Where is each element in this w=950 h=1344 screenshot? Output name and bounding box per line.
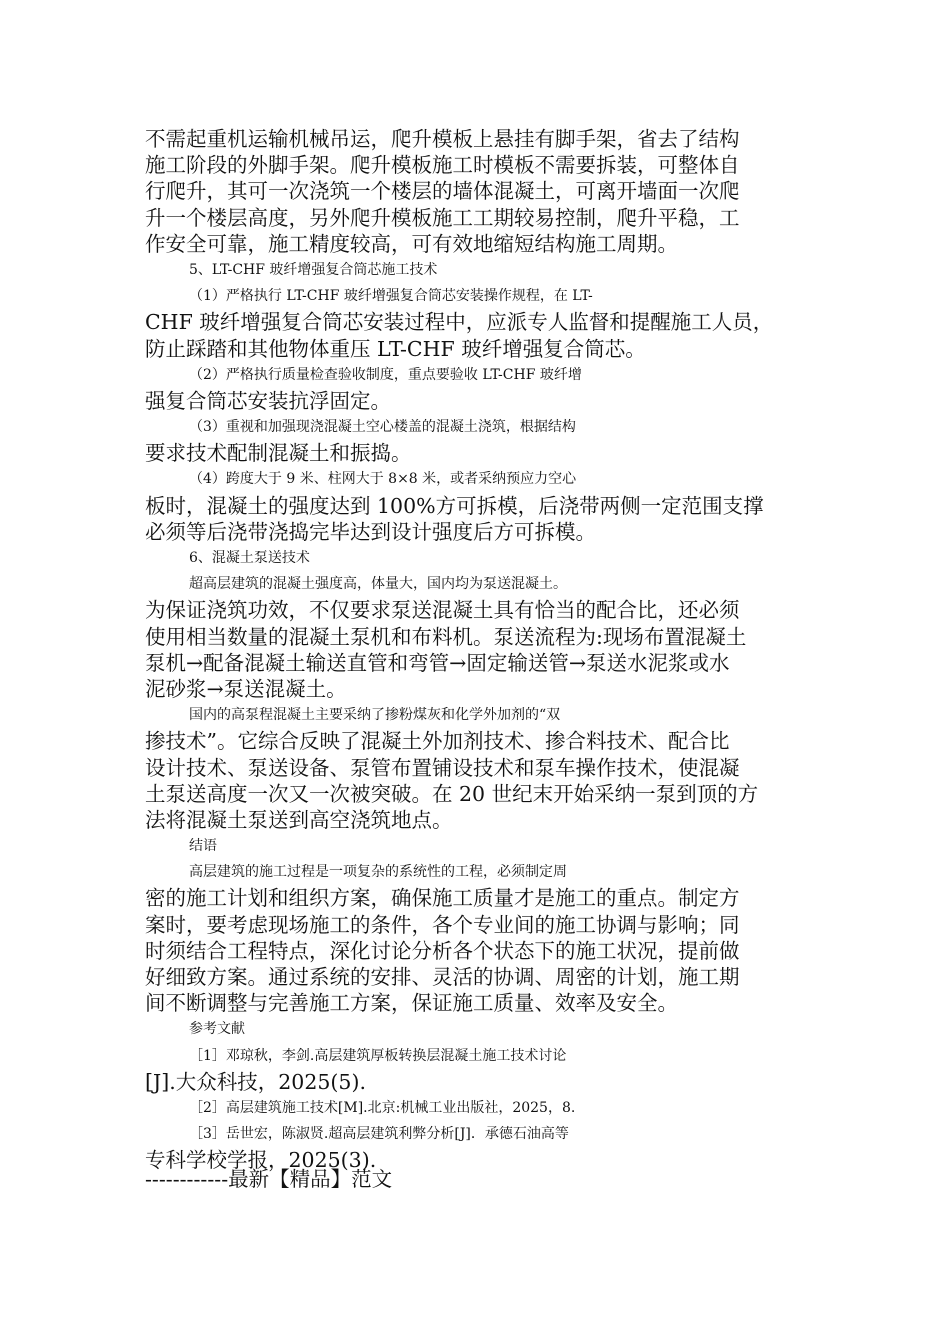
text-line: 专科学校学报，2025(3). bbox=[145, 1148, 377, 1173]
text-line: 施工阶段的外脚手架。爬升模板施工时模板不需要拆装，可整体自 bbox=[145, 153, 740, 178]
text-line: 使用相当数量的混凝土泵机和布料机。泵送流程为:现场布置混凝土 bbox=[145, 624, 747, 649]
text-line: 不需起重机运输机械吊运，爬升模板上悬挂有脚手架，省去了结构 bbox=[145, 127, 740, 151]
text-line: 高层建筑的施工过程是一项复杂的系统性的工程，必须制定周 bbox=[189, 864, 567, 881]
text-line: 案时，要考虑现场施工的条件，各个专业间的施工协调与影响；同 bbox=[145, 912, 740, 937]
text-line: 超高层建筑的混凝土强度高，体量大，国内均为泵送混凝土。 bbox=[189, 576, 567, 593]
text-line: （3）重视和加强现浇混凝土空心楼盖的混凝土浇筑，根据结构 bbox=[189, 419, 576, 436]
text-line: 泥砂浆→泵送混凝土。 bbox=[145, 676, 347, 701]
text-line: 国内的高泵程混凝土主要采纳了掺粉煤灰和化学外加剂的“双 bbox=[189, 707, 561, 724]
text-line: ［2］高层建筑施工技术[M].北京:机械工业出版社，2025，8. bbox=[189, 1099, 576, 1116]
text-line: 掺技术”。它综合反映了混凝土外加剂技术、掺合料技术、配合比 bbox=[145, 729, 730, 754]
text-line: 板时，混凝土的强度达到 100%方可拆模，后浇带两侧一定范围支撑 bbox=[145, 493, 764, 518]
text-line: CHF 玻纤增强复合筒芯安装过程中，应派专人监督和提醒施工人员， bbox=[145, 310, 774, 335]
text-line: 间不断调整与完善施工方案，保证施工质量、效率及安全。 bbox=[145, 991, 678, 1016]
text-line: 设计技术、泵送设备、泵管布置铺设技术和泵车操作技术，使混凝 bbox=[145, 755, 740, 780]
text-line: 行爬升，其可一次浇筑一个楼层的墙体混凝土，可离开墙面一次爬 bbox=[145, 179, 740, 204]
text-line: 法将混凝土泵送到高空浇筑地点。 bbox=[145, 807, 453, 832]
document-body bbox=[145, 126, 810, 1174]
text-line: 泵机→配备混凝土输送直管和弯管→固定输送管→泵送水泥浆或水 bbox=[145, 650, 730, 675]
text-line: [J].大众科技，2025(5). bbox=[145, 1069, 366, 1094]
text-line: 结语 bbox=[189, 838, 217, 855]
text-line: ［3］岳世宏，陈淑贤.超高层建筑利弊分析[J]．承德石油高等 bbox=[189, 1126, 569, 1143]
text-line: 5、LT-CHF 玻纤增强复合筒芯施工技术 bbox=[189, 261, 438, 278]
text-line: 时须结合工程特点，深化讨论分析各个状态下的施工状况，提前做 bbox=[145, 938, 740, 963]
text-line: 防止踩踏和其他物体重压 LT-CHF 玻纤增强复合筒芯。 bbox=[145, 336, 646, 361]
text-line: 密的施工计划和组织方案，确保施工质量才是施工的重点。制定方 bbox=[145, 886, 740, 911]
text-line: 要求技术配制混凝土和振捣。 bbox=[145, 441, 412, 466]
text-line: 土泵送高度一次又一次被突破。在 20 世纪末开始采纳一泵到顶的方 bbox=[145, 781, 759, 806]
text-line: 参考文献 bbox=[189, 1021, 245, 1038]
text-line: 6、混凝土泵送技术 bbox=[189, 550, 310, 566]
text-line: 升一个楼层高度，另外爬升模板施工工期较易控制，爬升平稳，工 bbox=[145, 205, 740, 230]
text-line: ［1］邓琼秋，李剑.高层建筑厚板转换层混凝土施工技术讨论 bbox=[189, 1047, 567, 1064]
text-line: （1）严格执行 LT-CHF 玻纤增强复合筒芯安装操作规程，在 LT- bbox=[189, 288, 593, 305]
text-line: （2）严格执行质量检查验收制度，重点要验收 LT-CHF 玻纤增 bbox=[189, 366, 582, 383]
text-line: （4）跨度大于 9 米、柱网大于 8×8 米，或者采纳预应力空心 bbox=[189, 471, 577, 488]
text-line: 作安全可靠，施工精度较高，可有效地缩短结构施工周期。 bbox=[145, 231, 678, 256]
text-line: 好细致方案。通过系统的安排、灵活的协调、周密的计划，施工期 bbox=[145, 965, 740, 989]
text-line: 为保证浇筑功效，不仅要求泵送混凝土具有恰当的配合比，还必须 bbox=[145, 598, 740, 623]
text-line: 必须等后浇带浇捣完毕达到设计强度后方可拆模。 bbox=[145, 519, 596, 544]
page-footer: ------------最新【精品】范文 bbox=[145, 1167, 393, 1191]
text-line: 强复合筒芯安装抗浮固定。 bbox=[145, 388, 391, 413]
text-lines bbox=[145, 126, 810, 1174]
